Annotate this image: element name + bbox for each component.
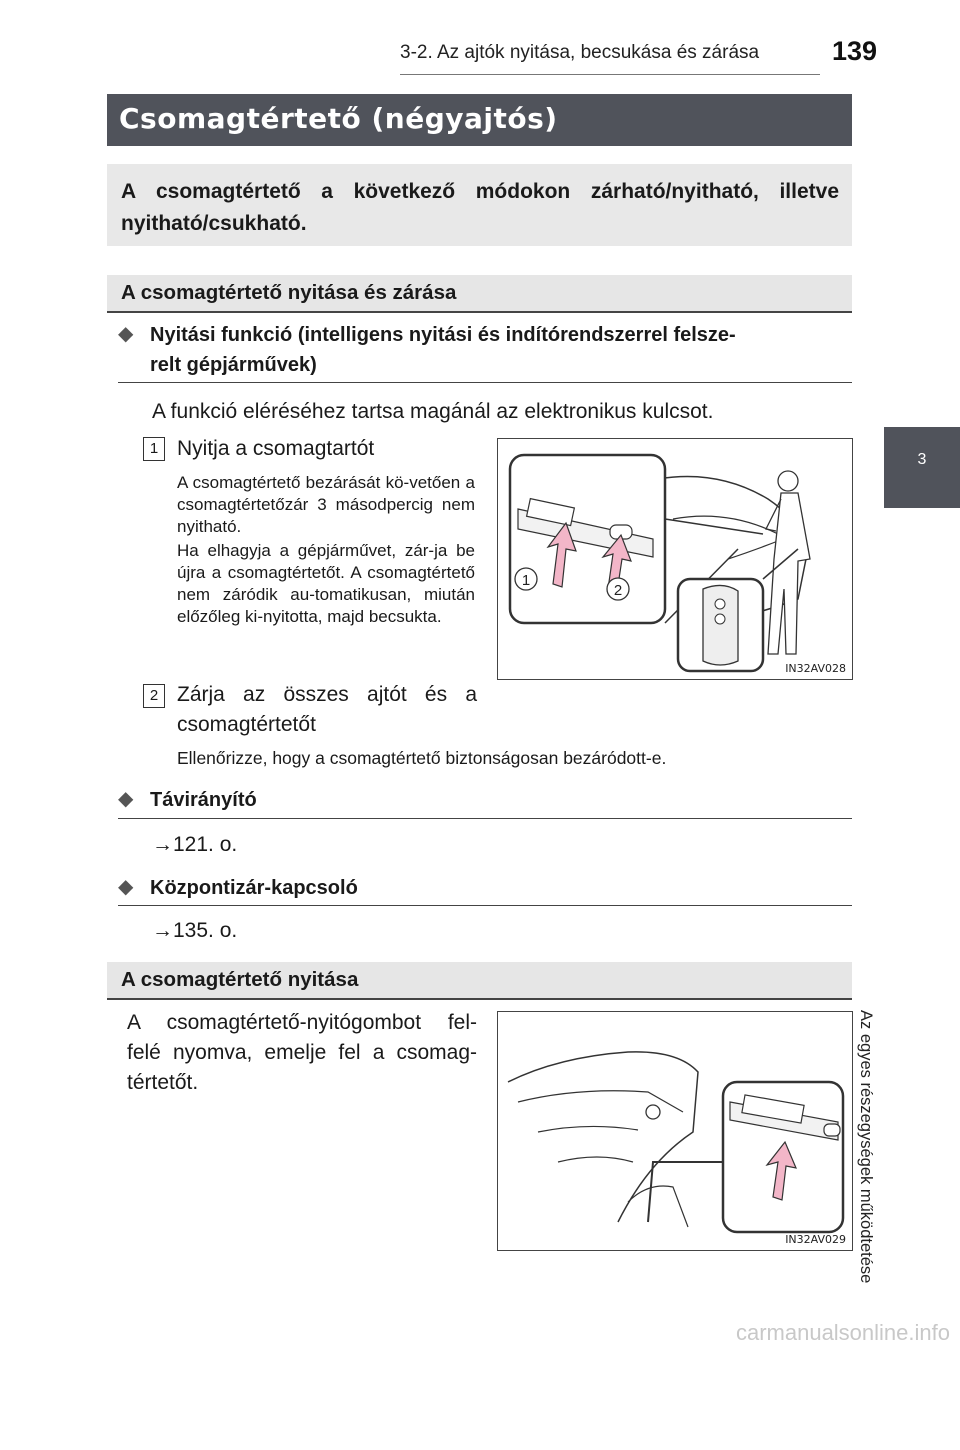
section2-heading: A csomagtértető nyitása [121,968,359,991]
callout-1: 1 [521,572,531,589]
step1-note2: Ha elhagyja a gépjárművet, zár-ja be újra a csomagtértetőt. A csomagtértető nem záródik au-tomatikusan, miután előzőleg ki-nyitotta, majd becsukta. [177,541,475,626]
central-lock-ref: →135. o. [152,919,238,942]
subhead-rule [118,905,852,906]
step-number-2: 2 [143,684,165,708]
step2-title-line2: csomagtértetőt [177,713,316,736]
intro-box [107,164,852,246]
chapter-tab [884,427,960,508]
step2-note: Ellenőrizze, hogy a csomagtértető biztonságosan bezáródott-e. [177,748,667,768]
diamond-icon: ◆ [118,323,134,345]
subhead-rule [118,818,852,819]
section2-text-line1: A csomagtértető-nyitógombot fel- [127,1011,477,1034]
central-lock-heading: Központizár-kapcsoló [150,877,358,899]
header-rule [400,74,820,75]
smart-entry-heading-line1: Nyitási funkció (intelligens nyitási és indítórendszerrel felsze- [150,324,736,346]
remote-heading: Távirányító [150,789,257,811]
section-header-open [107,962,852,1000]
illustration-code-2: IN32AV029 [785,1233,846,1246]
smart-entry-heading-line2: relt gépjárművek) [150,354,317,376]
step1-note1: A csomagtértető bezárását kö-vetően a csomagtértetőzár 3 másodpercig nem nyitható. [177,473,475,536]
step1-title: Nyitja a csomagtartót [177,437,375,460]
chapter-title-text: Az egyes részegységek működtetése [857,1010,875,1284]
diamond-icon: ◆ [118,876,134,898]
intro-text: A csomagtértető a következő módokon zárható/nyitható, illetve nyitható/csukható. [121,180,839,235]
page-number: 139 [832,36,878,66]
watermark: carmanualsonline.info [735,1320,950,1345]
subhead-rule [118,382,852,383]
step2-title-line1: Zárja az összes ajtót és a [177,683,477,706]
diamond-icon: ◆ [118,788,134,810]
section2-text-line3: tértetőt. [127,1071,199,1094]
callout-2: 2 [613,582,623,599]
trunk-smart-entry-drawing [498,439,852,679]
illustration-trunk-opener [497,1011,853,1251]
page-title: Csomagtértető (négyajtós) [119,102,558,135]
header-section-title: 3-2. Az ajtók nyitása, becsukása és zárása [400,42,760,63]
chapter-number: 3 [917,451,927,468]
remote-ref: →121. o. [152,833,238,856]
trunk-opener-drawing [498,1012,852,1250]
illustration-code-1: IN32AV028 [785,662,846,675]
step2-title [177,680,477,740]
section2-text-line2: felé nyomva, emelje fel a csomag- [127,1041,477,1064]
smart-entry-heading [150,320,852,380]
page-title-bar [107,94,852,146]
smart-entry-intro: A funkció eléréséhez tartsa magánál az elektronikus kulcsot. [152,400,714,423]
section-heading: A csomagtértető nyitása és zárása [121,281,457,304]
section-header-open-close [107,275,852,313]
illustration-trunk-smart-entry [497,438,853,680]
step-number-1: 1 [143,437,165,461]
section2-text [127,1008,477,1098]
